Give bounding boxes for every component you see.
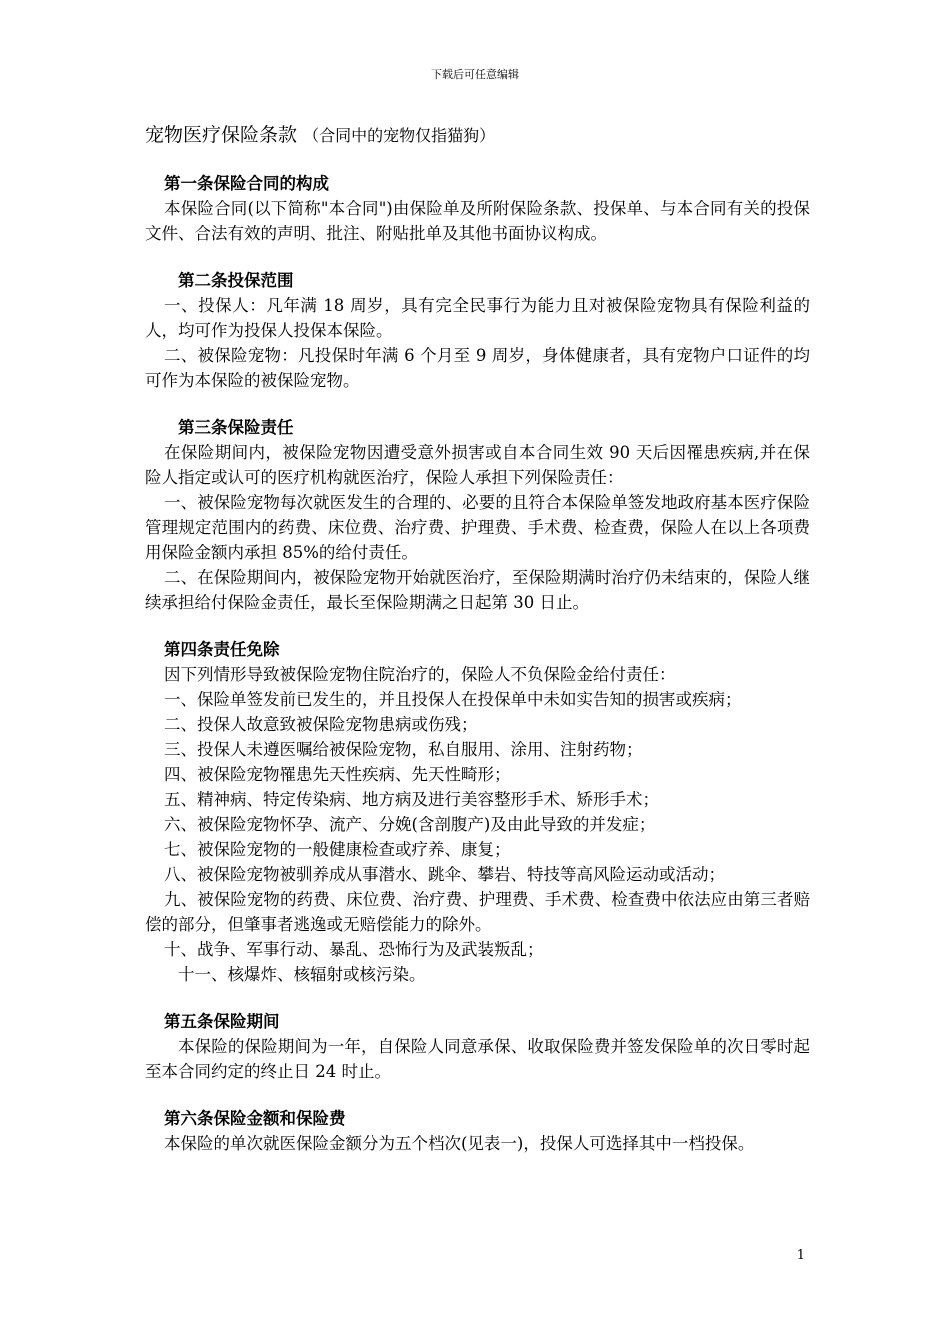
section-2 — [145, 268, 810, 393]
section-heading: 第四条责任免除 — [164, 640, 280, 659]
page-number: 1 — [796, 1248, 805, 1263]
list-item: 三、投保人未遵医嘱给被保险宠物，私自服用、涂用、注射药物； — [164, 740, 643, 759]
section-heading: 第一条保险合同的构成 — [164, 174, 329, 193]
list-item: 十一、核爆炸、核辐射或核污染。 — [178, 965, 426, 984]
list-item: 二、投保人故意致被保险宠物患病或伤残； — [164, 715, 478, 734]
paragraph: 本保险的保险期间为一年，自保险人同意承保、收取保险费并签发保险单的次日零时起至本合同约定的终止日 24 时止。 — [145, 1037, 810, 1081]
list-item: 七、被保险宠物的一般健康检查或疗养、康复； — [164, 840, 511, 859]
section-heading: 第六条保险金额和保险费 — [164, 1109, 346, 1128]
document-body — [145, 120, 810, 1178]
section-heading: 第五条保险期间 — [164, 1012, 280, 1031]
section-1 — [145, 171, 810, 246]
section-5 — [145, 1009, 810, 1084]
title-text: 宠物医疗保险条款 — [145, 124, 298, 146]
section-4 — [145, 637, 810, 987]
list-item: 六、被保险宠物怀孕、流产、分娩(含剖腹产)及由此导致的并发症； — [164, 815, 656, 834]
paragraph: 本保险的单次就医保险金额分为五个档次(见表一)，投保人可选择其中一档投保。 — [164, 1134, 755, 1153]
page-header: 下载后可任意编辑 — [431, 68, 519, 81]
paragraph: 二、在保险期间内，被保险宠物开始就医治疗，至保险期满时治疗仍未结束的，保险人继续承担给付保险金责任，最长至保险期满之日起第 30 日止。 — [145, 568, 810, 612]
paragraph: 因下列情形导致被保险宠物住院治疗的，保险人不负保险金给付责任： — [164, 665, 676, 684]
list-item: 八、被保险宠物被驯养成从事潜水、跳伞、攀岩、特技等高风险运动或活动； — [164, 865, 725, 884]
list-item: 一、保险单签发前已发生的，并且投保人在投保单中未如实告知的损害或疾病； — [164, 690, 742, 709]
paragraph: 在保险期间内，被保险宠物因遭受意外损害或自本合同生效 90 天后因罹患疾病,并在保险人指定或认可的医疗机构就医治疗，保险人承担下列保险责任： — [145, 443, 810, 487]
section-heading: 第二条投保范围 — [178, 271, 294, 290]
section-3 — [145, 415, 810, 615]
list-item: 五、精神病、特定传染病、地方病及进行美容整形手术、矫形手术； — [164, 790, 659, 809]
list-item: 四、被保险宠物罹患先天性疾病、先天性畸形； — [164, 765, 511, 784]
section-6 — [145, 1106, 810, 1156]
section-heading: 第三条保险责任 — [178, 418, 294, 437]
paragraph: 一、被保险宠物每次就医发生的合理的、必要的且符合本保险单签发地政府基本医疗保险管理规定范围内的药费、床位费、治疗费、护理费、手术费、检查费，保险人在以上各项费用保险金额内承担 85%的给付责任。 — [145, 493, 810, 562]
list-item: 十、战争、军事行动、暴乱、恐怖行为及武装叛乱； — [164, 940, 544, 959]
title-subtitle: （合同中的宠物仅指猫狗） — [303, 126, 496, 145]
list-item: 九、被保险宠物的药费、床位费、治疗费、护理费、手术费、检查费中依法应由第三者赔偿的部分，但肇事者逃逸或无赔偿能力的除外。 — [145, 890, 810, 934]
document-title — [145, 120, 810, 151]
paragraph: 二、被保险宠物：凡投保时年满 6 个月至 9 周岁，身体健康者，具有宠物户口证件的均可作为本保险的被保险宠物。 — [145, 346, 810, 390]
paragraph: 本保险合同(以下简称"本合同")由保险单及所附保险条款、投保单、与本合同有关的投保文件、合法有效的声明、批注、附贴批单及其他书面协议构成。 — [145, 199, 810, 243]
paragraph: 一、投保人：凡年满 18 周岁，具有完全民事行为能力且对被保险宠物具有保险利益的人，均可作为投保人投保本保险。 — [145, 296, 810, 340]
